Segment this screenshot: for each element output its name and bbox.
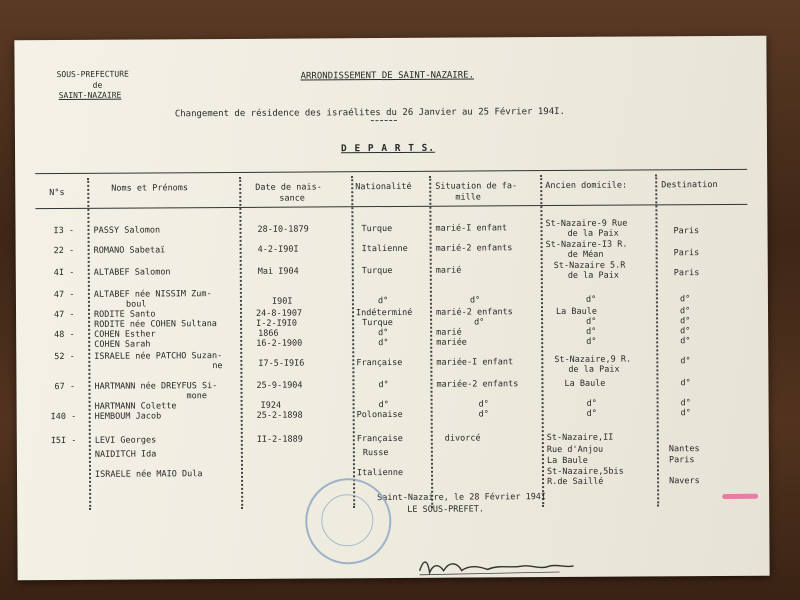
row-nationality: d° xyxy=(377,296,389,307)
row-num: I5I - xyxy=(50,435,77,447)
col-header-nat: Nationalité xyxy=(355,181,412,193)
row-situation: mariée-2 enfants xyxy=(436,379,519,390)
row-destination: Paris xyxy=(673,268,700,279)
col-header-date-2: sance xyxy=(279,193,305,204)
row-domicile-2: de la Paix xyxy=(567,270,620,281)
row-date: 24-8-1907 xyxy=(256,308,303,319)
col-separator xyxy=(87,178,91,510)
row-name: ISRAELE née MAIO Dula xyxy=(94,469,203,480)
pink-highlighter-mark xyxy=(722,494,758,499)
row-domicile-1: St-Nazaire,9 R. xyxy=(554,354,632,366)
row-destination: d° xyxy=(679,306,691,317)
col-header-sit-2: mille xyxy=(455,192,481,203)
row-destination: d° xyxy=(680,356,691,367)
row-destination: d° xyxy=(680,326,691,337)
row-date: 25-2-1898 xyxy=(256,410,303,421)
row-domicile: d° xyxy=(586,336,597,347)
row-domicile-2: de la Paix xyxy=(567,228,619,239)
header-left-line1: SOUS-PREFECTURE xyxy=(56,69,129,80)
row-name-2: boul xyxy=(125,299,147,310)
row-nationality: Russe xyxy=(362,448,389,459)
row-destination: d° xyxy=(680,408,691,419)
row-name: ROMANO Sabetaï xyxy=(93,245,166,256)
header-left-line2: de xyxy=(92,80,103,90)
row-situation: divorcé xyxy=(444,433,481,444)
row-domicile: Rue d'Anjou xyxy=(546,444,604,456)
col-header-num: N°s xyxy=(49,187,65,199)
row-nationality: Française xyxy=(356,357,403,369)
row-num: 47 - xyxy=(53,289,75,301)
row-name: PASSY Salomon xyxy=(93,225,161,236)
row-nationality: Indéterminé xyxy=(356,307,413,319)
subtitle-divider xyxy=(371,120,397,121)
row-destination: Paris xyxy=(673,226,700,237)
row-situation: d° xyxy=(469,295,481,306)
row-situation: marié xyxy=(435,265,462,276)
row-num: 67 - xyxy=(54,381,75,393)
row-destination: d° xyxy=(680,316,691,327)
row-domicile-1: St-Nazaire 5.R xyxy=(553,260,626,272)
row-date: 25-9-1904 xyxy=(256,380,303,391)
row-num: 48 - xyxy=(54,329,75,341)
col-header-date-1: Date de nais- xyxy=(255,182,322,193)
row-situation: d° xyxy=(478,409,489,420)
row-domicile: d° xyxy=(586,398,597,409)
row-domicile-2: de la Paix xyxy=(568,364,620,375)
header-left-line3: SAINT-NAZAIRE xyxy=(58,90,122,101)
row-domicile: d° xyxy=(586,408,597,419)
col-separator xyxy=(655,174,659,506)
col-header-dest: Destination xyxy=(661,180,718,191)
row-nationality: Italienne xyxy=(356,467,404,479)
section-heading: D E P A R T S. xyxy=(340,142,436,155)
row-nationality: d° xyxy=(378,338,389,349)
row-nationality: Italienne xyxy=(361,243,408,255)
row-name: COHEN Sarah xyxy=(94,339,151,350)
row-domicile: St-Nazaire,II xyxy=(546,432,614,444)
row-num: I3 - xyxy=(53,225,75,237)
seal-inner-ring xyxy=(321,494,373,546)
row-date: 16-2-1900 xyxy=(256,338,303,349)
col-separator xyxy=(540,175,544,507)
footer-signature-title: LE SOUS-PREFET. xyxy=(407,504,485,515)
row-name: NAIDITCH Ida xyxy=(94,449,157,460)
row-num: 52 - xyxy=(54,351,75,363)
row-date: I924 xyxy=(260,400,282,411)
col-header-dom: Ancien domicile: xyxy=(545,180,628,192)
row-situation: mariée xyxy=(436,337,467,348)
row-domicile: d° xyxy=(586,326,597,337)
row-nationality: Turque xyxy=(361,265,393,277)
table-header-rule xyxy=(35,204,747,209)
row-name: RODITE née COHEN Sultana xyxy=(94,319,217,330)
row-nationality: d° xyxy=(378,400,389,411)
row-domicile-1: St-Nazaire,5bis xyxy=(546,466,624,478)
row-date: 28-I0-1879 xyxy=(257,224,309,235)
row-situation: d° xyxy=(478,399,489,410)
row-domicile-1: St-Nazaire-9 Rue xyxy=(545,218,628,230)
row-destination: Nantes xyxy=(668,444,700,455)
row-num: I40 - xyxy=(50,411,77,423)
row-name-2: mone xyxy=(186,391,208,402)
row-date: I90I xyxy=(271,296,293,307)
row-name: RODITE Santo xyxy=(94,309,156,320)
row-date: I-2-I9I0 xyxy=(256,318,298,329)
row-date: 4-2-I90I xyxy=(257,244,299,255)
row-nationality: Turque xyxy=(361,223,393,235)
row-nationality: d° xyxy=(378,380,389,391)
row-name-2: ne xyxy=(212,361,223,372)
row-situation: marié xyxy=(436,327,462,338)
handwritten-signature xyxy=(409,552,579,583)
row-date: I7-5-I9I6 xyxy=(258,358,305,369)
row-situation: marié-I enfant xyxy=(435,223,508,234)
document-subtitle: Changement de résidence des israélites du 26 Janvier au 25 Février 194I. xyxy=(174,106,565,120)
row-name-1: HARTMANN née DREYFUS Si- xyxy=(94,381,218,392)
row-name: HARTMANN Colette xyxy=(94,401,177,412)
row-nationality: Française xyxy=(356,433,403,445)
row-domicile-1: St-Nazaire-I3 R. xyxy=(545,239,628,251)
col-separator xyxy=(351,176,355,508)
row-domicile-2: R.de Saillé xyxy=(547,476,604,488)
row-name-1: ALTABEF née NISSIM Zum- xyxy=(93,289,212,300)
row-destination: d° xyxy=(679,294,691,305)
row-situation: marié-2 enfants xyxy=(435,307,513,318)
row-num: 22 - xyxy=(53,245,75,257)
row-name: LEVI Georges xyxy=(94,435,157,446)
row-date: Mai I904 xyxy=(257,266,299,277)
row-domicile: d° xyxy=(585,294,597,305)
col-header-sit-1: Situation de fa- xyxy=(435,181,518,192)
row-domicile: La Baule xyxy=(546,455,588,467)
col-header-name: Noms et Prénoms xyxy=(111,183,189,194)
row-name: HEMBOUM Jacob xyxy=(94,411,162,422)
document-page xyxy=(14,36,769,581)
row-destination: Paris xyxy=(673,248,700,259)
row-name: ALTABEF Salomon xyxy=(93,267,171,278)
row-nationality: d° xyxy=(378,328,389,339)
footer-date-line: Saint-Nazaire, le 28 Février 194I xyxy=(377,492,547,504)
row-destination: Paris xyxy=(668,455,695,466)
row-domicile: d° xyxy=(586,316,597,327)
row-name: COHEN Esther xyxy=(94,329,156,340)
row-domicile: La Baule xyxy=(564,378,606,389)
row-domicile-2: de Méan xyxy=(567,249,604,260)
col-separator xyxy=(239,177,243,509)
row-destination: d° xyxy=(680,336,691,347)
row-destination: d° xyxy=(680,398,691,409)
row-situation: mariée-I enfant xyxy=(436,357,514,368)
row-situation: marié-2 enfants xyxy=(435,243,513,254)
row-date: II-2-1889 xyxy=(256,434,303,445)
row-destination: d° xyxy=(680,378,691,389)
row-destination: Navers xyxy=(669,476,700,487)
row-name-1: ISRAELE née PATCHO Suzan- xyxy=(94,351,223,362)
col-separator xyxy=(429,176,433,508)
row-nationality: Polonaise xyxy=(356,409,403,421)
document-title: ARRONDISSEMENT DE SAINT-NAZAIRE. xyxy=(300,70,475,82)
row-num: 47 - xyxy=(54,309,75,321)
row-num: 4I - xyxy=(53,267,75,279)
row-nationality: Turque xyxy=(362,317,393,329)
row-situation: d° xyxy=(474,317,485,328)
row-domicile: La Baule xyxy=(555,306,598,317)
table-top-rule xyxy=(35,169,747,174)
row-date: 1866 xyxy=(258,328,279,339)
official-seal-stamp xyxy=(305,478,392,565)
